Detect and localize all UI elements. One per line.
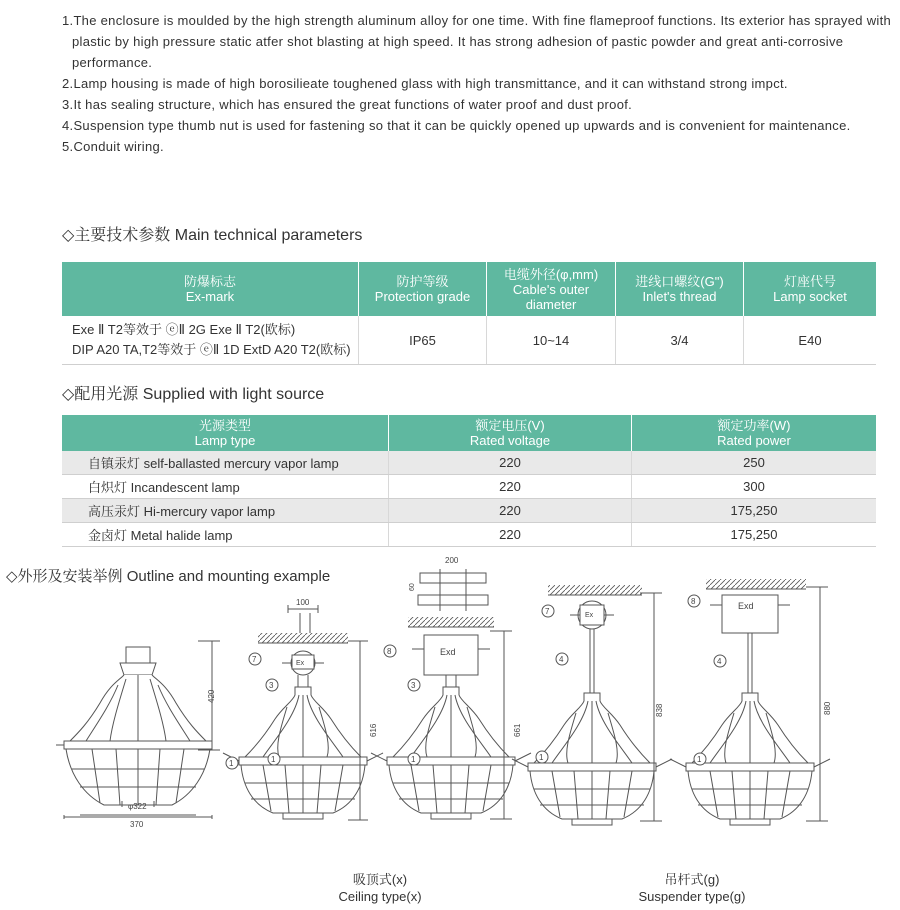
exd-label: Exd	[440, 647, 456, 657]
callout-1d: 1	[539, 753, 544, 762]
lamp-type-cell: 金卤灯 Metal halide lamp	[62, 523, 389, 547]
callout-1c: 1	[411, 755, 416, 764]
power-cell: 175,250	[632, 499, 877, 523]
dim-322: φ322	[128, 802, 147, 811]
callout-1b: 1	[271, 755, 276, 764]
suspender-type-en: Suspender type(g)	[638, 889, 746, 904]
outline-drawing	[0, 556, 900, 905]
ex-mark-cell: Exe Ⅱ T2等效于 ⓔⅡ 2G Exe Ⅱ T2(欧标) DIP A20 TA,T2等效于 ⓔⅡ 1D ExtD A20 T2(欧标)	[62, 316, 359, 365]
dim-420: 420	[207, 689, 216, 703]
suspender-type-cn: 吊杆式(g)	[664, 872, 720, 887]
exd-label-2: Exd	[738, 601, 754, 611]
voltage-cell: 220	[389, 523, 632, 547]
power-cell: 300	[632, 475, 877, 499]
callout-1e: 1	[697, 755, 702, 764]
callout-8b: 8	[691, 597, 696, 606]
lamp-outline-5	[670, 579, 830, 825]
voltage-cell: 220	[389, 499, 632, 523]
light-source-title: ◇配用光源 Supplied with light source	[62, 386, 325, 403]
suspender-type-caption	[612, 871, 772, 905]
table-row	[62, 316, 876, 365]
ceiling-type-cn: 吸顶式(x)	[352, 872, 408, 887]
callout-7: 7	[252, 655, 257, 664]
cable-cell: 10~14	[487, 316, 616, 365]
lamp-type-cell: 高压汞灯 Hi-mercury vapor lamp	[62, 499, 389, 523]
lamp-outline-2	[223, 605, 383, 820]
callout-3b: 3	[411, 681, 416, 690]
header-ex-mark: 防爆标志 Ex-mark	[62, 262, 359, 316]
lamp-outline-1	[56, 641, 220, 819]
header-voltage: 额定电压(V) Rated voltage	[389, 415, 632, 451]
feature-item: 5.Conduit wiring.	[62, 139, 164, 154]
thread-cell: 3/4	[616, 316, 744, 365]
lamp-type-cell: 白炽灯 Incandescent lamp	[62, 475, 389, 499]
power-cell: 250	[632, 451, 877, 475]
protection-cell: IP65	[359, 316, 487, 365]
feature-item: 1.The enclosure is moulded by the high strength aluminum alloy for one time. With fine flameproof functions. Its exterior has sprayed with plastic by high pressure static atfer shot blasting at high speed. It has strong adhesion of pastic powder and great anti-corrosive performance.	[62, 13, 892, 70]
main-params-table	[62, 262, 876, 365]
callout-1: 1	[229, 759, 234, 768]
callout-8: 8	[387, 647, 392, 656]
header-cable: 电缆外径(φ,mm) Cable's outer diameter	[487, 262, 616, 316]
voltage-cell: 220	[389, 451, 632, 475]
lamp-outline-3	[371, 569, 531, 819]
table-header-row	[62, 262, 876, 316]
table-row	[62, 475, 876, 499]
dim-661: 661	[513, 723, 522, 737]
header-lamp-type: 光源类型 Lamp type	[62, 415, 389, 451]
power-cell: 175,250	[632, 523, 877, 547]
socket-cell: E40	[744, 316, 877, 365]
feature-item: 2.Lamp housing is made of high borosilieate toughened glass with high transmittance, and it can withstand strong impct.	[62, 76, 788, 91]
lamp-outline-4	[512, 585, 672, 825]
table-row	[62, 523, 876, 547]
header-socket: 灯座代号 Lamp socket	[744, 262, 877, 316]
table-row	[62, 451, 876, 475]
outline-title: ◇外形及安装举例 Outline and mounting example	[6, 568, 331, 585]
table-row	[62, 499, 876, 523]
header-power: 额定功率(W) Rated power	[632, 415, 877, 451]
dim-200: 200	[445, 556, 459, 565]
callout-4b: 4	[717, 657, 722, 666]
lamp-type-cell: 自镇汞灯 self-ballasted mercury vapor lamp	[62, 451, 389, 475]
ceiling-type-en: Ceiling type(x)	[338, 889, 422, 904]
dim-60: 60	[409, 583, 416, 591]
voltage-cell: 220	[389, 475, 632, 499]
dim-838: 838	[655, 703, 664, 717]
ceiling-type-caption	[300, 871, 460, 905]
callout-7b: 7	[545, 607, 550, 616]
dim-100: 100	[296, 598, 310, 607]
dim-370: 370	[130, 820, 144, 829]
header-thread: 进线口螺纹(G") Inlet's thread	[616, 262, 744, 316]
dim-880: 880	[823, 701, 832, 715]
junction-label: Ex	[296, 660, 305, 667]
feature-item: 4.Suspension type thumb nut is used for fastening so that it can be quickly opened up upwards and is convenient for maintenance.	[62, 118, 851, 133]
table-header-row	[62, 415, 876, 451]
callout-4: 4	[559, 655, 564, 664]
header-protection: 防护等级 Protection grade	[359, 262, 487, 316]
light-source-table	[62, 415, 876, 547]
feature-list	[62, 10, 892, 157]
junction-label-2: Ex	[585, 612, 594, 619]
feature-item: 3.It has sealing structure, which has ensured the great functions of water proof and dust proof.	[62, 97, 633, 112]
dim-616: 616	[369, 723, 378, 737]
callout-3: 3	[269, 681, 274, 690]
main-params-title: ◇主要技术参数 Main technical parameters	[62, 227, 363, 244]
